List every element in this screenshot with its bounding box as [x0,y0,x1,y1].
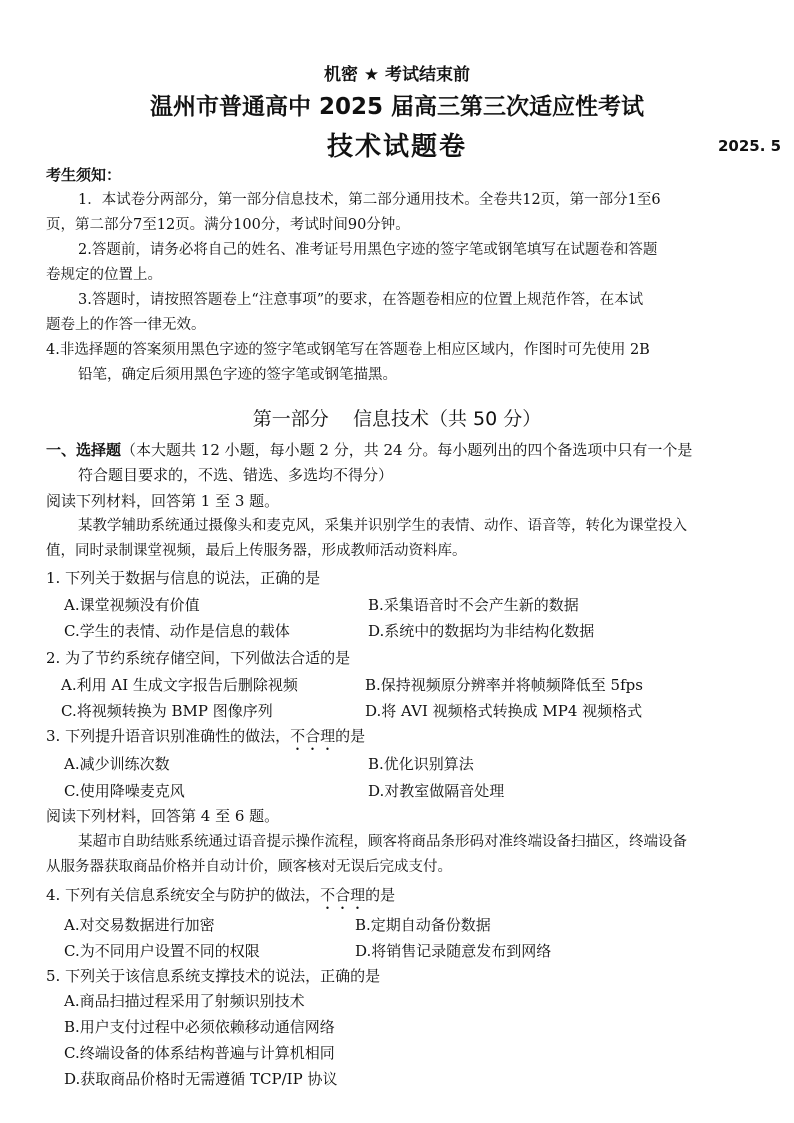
mc-heading-desc: （本大题共 12 小题，每小题 2 分，共 24 分。每小题列出的四个备选项中只有一个是 [121,441,693,459]
stem-emphasis: 不合理 [320,886,366,904]
material-text: 值，同时录制课堂视频，最后上传服务器，形成教师活动资料库。 [46,543,467,559]
option-a: A.课堂视频没有价值 [64,596,200,614]
option-b: B.定期自动备份数据 [355,916,491,934]
mc-heading-cont: 符合题目要求的，不选、错选、多选均不得分） [78,466,394,484]
option-d: D.将销售记录随意发布到网络 [355,942,552,960]
option-b: B.保持视频原分辨率并将帧频降低至 5fps [365,676,643,694]
stem-text: 的是 [365,886,396,904]
option-a: A.商品扫描过程采用了射频识别技术 [64,992,305,1010]
option-b: B.采集语音时不会产生新的数据 [368,596,579,614]
option-d: D.获取商品价格时无需遵循 TCP/IP 协议 [64,1070,338,1088]
material-text: 某教学辅助系统通过摄像头和麦克风，采集并识别学生的表情、动作、语音等，转化为课堂投入 [78,518,687,534]
paper-title: 技术试题卷 [326,132,467,162]
option-a: A.对交易数据进行加密 [64,916,215,934]
notice-line: 2.答题前，请务必将自己的姓名、准考证号用黑色字迹的签字笔或钢笔填写在试题卷和答题 [78,242,658,258]
material-intro: 阅读下列材料，回答第 1 至 3 题。 [46,492,280,510]
option-a: A.减少训练次数 [64,755,170,773]
option-d: D.对教室做隔音处理 [368,782,505,800]
notice-line: 铅笔，确定后须用黑色字迹的签字笔或钢笔描黑。 [78,367,397,383]
option-d: D.系统中的数据均为非结构化数据 [368,622,595,640]
notice-line: 题卷上的作答一律无效。 [46,317,206,333]
stem-emphasis: 不合理 [290,727,336,745]
notice-line: 1．本试卷分两部分，第一部分信息技术，第二部分通用技术。全卷共12页，第一部分1至6 [78,192,661,208]
exam-date: 2025. 5 [718,137,782,155]
notice-line: 页，第二部分7至12页。满分100分，考试时间90分钟。 [46,217,410,233]
option-a: A.利用 AI 生成文字报告后删除视频 [61,676,298,694]
notice-line: 3.答题时，请按照答题卷上“注意事项”的要求，在答题卷相应的位置上规范作答，在本试 [78,292,644,308]
notice-heading: 考生须知： [46,166,122,184]
notice-line: 4.非选择题的答案须用黑色字迹的签字笔或钢笔写在答题卷上相应区域内，作图时可先使用 2B [46,342,650,358]
stem-text: 3. 下列提升语音识别准确性的做法， [46,727,291,745]
option-c: C.使用降噪麦克风 [64,782,185,800]
mc-heading [46,440,692,460]
notice-line: 卷规定的位置上。 [46,267,162,283]
question-stem: 1. 下列关于数据与信息的说法，正确的是 [46,569,321,587]
stem-text: 的是 [335,727,366,745]
confidential-label: 机密 ★ 考试结束前 [323,65,471,85]
material-intro: 阅读下列材料，回答第 4 至 6 题。 [46,807,280,825]
stem-text: 4. 下列有关信息系统安全与防护的做法， [46,886,321,904]
section-title [0,404,794,431]
option-b: B.优化识别算法 [368,755,474,773]
option-d: D.将 AVI 视频格式转换成 MP4 视频格式 [365,702,643,720]
option-c: C.将视频转换为 BMP 图像序列 [61,702,273,720]
option-c: C.学生的表情、动作是信息的载体 [64,622,290,640]
option-c: C.为不同用户设置不同的权限 [64,942,260,960]
section-name: 信息技术（共 50 分） [352,408,542,430]
material-text: 从服务器获取商品价格并自动计价，顾客核对无误后完成支付。 [46,859,452,875]
question-stem: 2. 为了节约系统存储空间，下列做法合适的是 [46,649,351,667]
material-text: 某超市自助结账系统通过语音提示操作流程，顾客将商品条形码对准终端设备扫描区，终端设备 [78,834,687,850]
section-part: 第一部分 [252,408,329,430]
exam-title: 温州市普通高中 2025 届高三第三次适应性考试 [149,94,645,120]
option-b: B.用户支付过程中必须依赖移动通信网络 [64,1018,335,1036]
mc-heading-label: 一、选择题 [46,441,122,459]
question-stem: 5. 下列关于该信息系统支撑技术的说法，正确的是 [46,967,381,985]
question-stem [46,725,365,754]
option-c: C.终端设备的体系结构普遍与计算机相同 [64,1044,335,1062]
question-stem [46,884,395,913]
